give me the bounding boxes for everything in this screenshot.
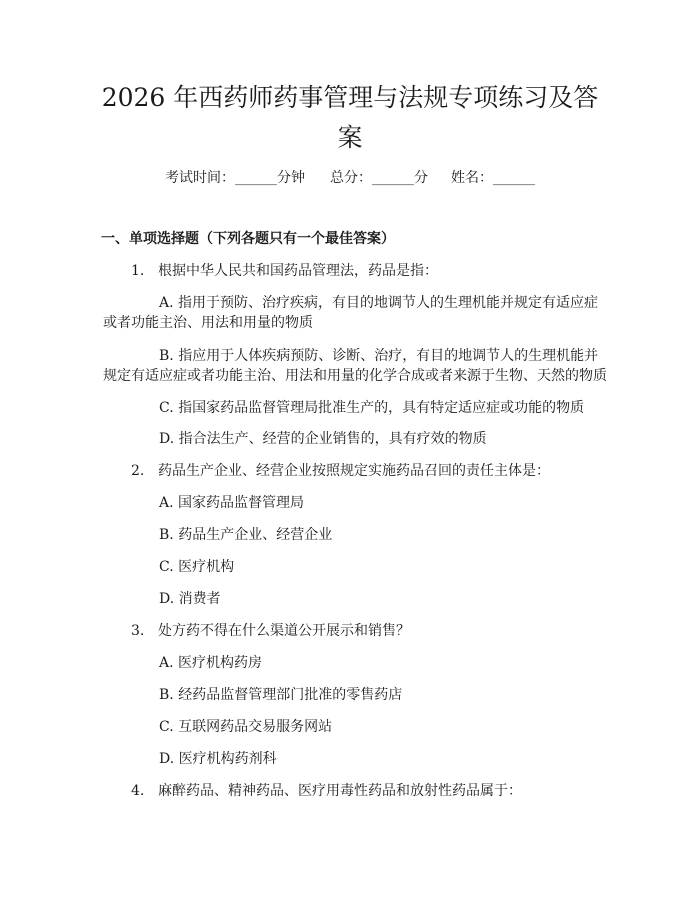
option-text-continued: 或者功能主治、用法和用量的物质	[103, 315, 313, 331]
option-1d: D. 指合法生产、经营的企业销售的，具有疗效的物质	[159, 431, 487, 447]
option-2b: B. 药品生产企业、经营企业	[159, 527, 333, 543]
option-text: A. 指用于预防、治疗疾病，有目的地调节人的生理机能并规定有适应症	[159, 295, 599, 311]
total-score-field: 总分：______分	[330, 170, 428, 186]
question-number: 3.	[131, 623, 145, 639]
section-heading: 一、单项选择题（下列各题只有一个最佳答案）	[101, 231, 395, 247]
option-3c: C. 互联网药品交易服务网站	[159, 719, 333, 735]
question-text: 处方药不得在什么渠道公开展示和销售？	[158, 623, 410, 639]
option-1b	[103, 346, 659, 386]
student-name-field: 姓名：______	[451, 170, 535, 186]
option-3b: B. 经药品监督管理部门批准的零售药店	[159, 687, 403, 703]
question-number: 1.	[131, 263, 145, 279]
option-text-continued: 规定有适应症或者功能主治、用法和用量的化学合成或者来源于生物、天然的物质	[103, 368, 607, 384]
question-text: 药品生产企业、经营企业按照规定实施药品召回的责任主体是：	[158, 463, 550, 479]
question-4	[131, 781, 522, 801]
option-text: B. 指应用于人体疾病预防、诊断、治疗，有目的地调节人的生理机能并	[159, 348, 599, 364]
question-number: 2.	[131, 463, 145, 479]
question-2	[131, 461, 550, 481]
document-title: 2026 年西药师药事管理与法规专项练习及答案	[101, 83, 599, 152]
option-2a: A. 国家药品监督管理局	[159, 495, 305, 511]
question-text: 麻醉药品、精神药品、医疗用毒性药品和放射性药品属于：	[158, 783, 522, 799]
option-2d: D. 消费者	[159, 591, 221, 607]
option-2c: C. 医疗机构	[159, 559, 235, 575]
exam-time-field: 考试时间：______分钟	[165, 170, 305, 186]
question-1	[131, 261, 438, 281]
option-1a	[103, 293, 659, 333]
option-1c: C. 指国家药品监督管理局批准生产的，具有特定适应症或功能的物质	[159, 400, 585, 416]
question-text: 根据中华人民共和国药品管理法，药品是指：	[158, 263, 438, 279]
option-3d: D. 医疗机构药剂科	[159, 751, 277, 767]
question-3	[131, 621, 410, 641]
option-3a: A. 医疗机构药房	[159, 655, 263, 671]
question-number: 4.	[131, 783, 145, 799]
